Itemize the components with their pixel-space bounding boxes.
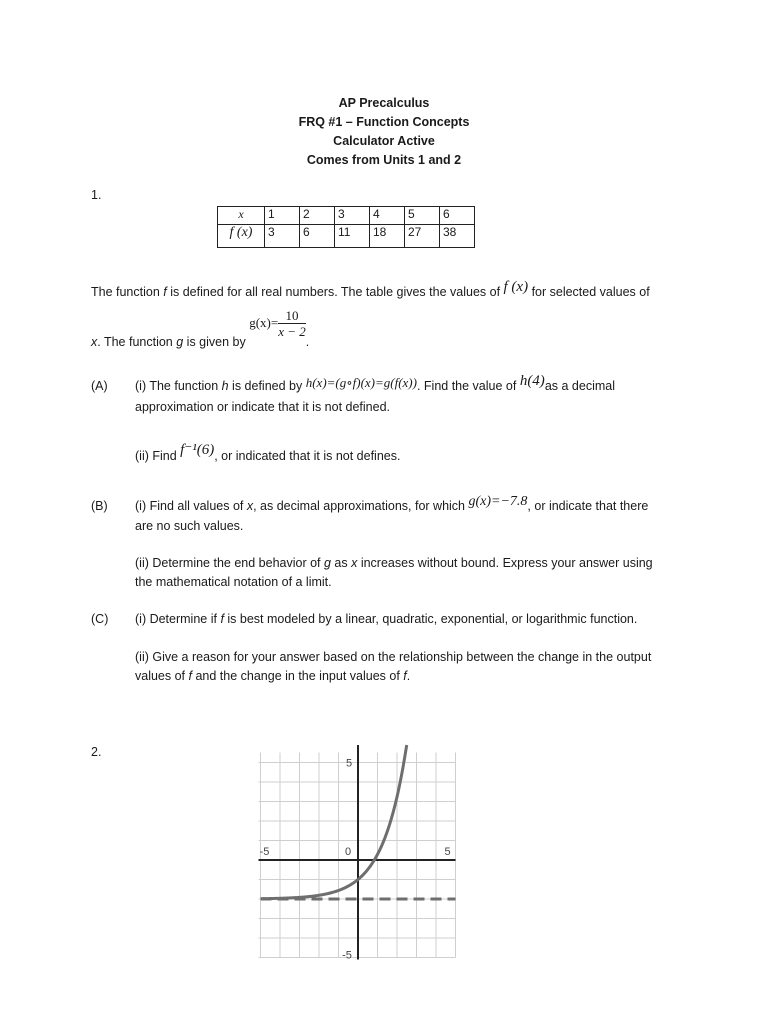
text: (i) Determine if — [135, 612, 221, 626]
table-cell: 3 — [335, 207, 370, 225]
tick-label-x-max: 5 — [444, 846, 451, 858]
exponential-graph — [255, 745, 460, 962]
g-lhs: g(x)= — [249, 314, 279, 330]
part-b-ii-line2: the mathematical notation of a limit. — [135, 575, 332, 589]
table-cell: 1 — [265, 207, 300, 225]
tick-label-origin: 0 — [344, 846, 352, 858]
text: is given by — [183, 334, 250, 349]
var-f: f — [403, 669, 407, 683]
part-b-ii — [135, 554, 653, 572]
table-cell: 4 — [370, 207, 405, 225]
var-x: x — [91, 334, 98, 349]
text: for selected values of — [528, 285, 650, 299]
tick-label-y-max: 5 — [345, 757, 353, 770]
text: , or indicate that there — [527, 499, 649, 513]
table-cell: 18 — [370, 225, 405, 248]
table-cell: 11 — [335, 225, 370, 248]
table-label-fx: f (x) — [218, 225, 265, 248]
text: is best modeled by a linear, quadratic, exponential, or logarithmic function. — [223, 612, 638, 626]
table-row-x — [218, 207, 475, 225]
part-c-i — [135, 610, 637, 628]
text: The function — [91, 285, 164, 299]
var-g: g — [176, 334, 184, 349]
frq-title: FRQ #1 – Function Concepts — [298, 115, 470, 129]
part-a-i — [135, 373, 615, 395]
text: as a decimal — [544, 379, 615, 393]
text: (ii) Find — [135, 449, 181, 463]
exponential-curve — [261, 745, 407, 899]
calculator-note: Calculator Active — [333, 134, 435, 148]
var-f: f — [220, 612, 224, 626]
text: is defined by — [228, 379, 306, 393]
part-a-ii — [135, 442, 401, 465]
part-c-ii-line1: (ii) Give a reason for your answer based on the relationship between the change in the output — [135, 650, 652, 664]
text: (ii) Determine the end behavior of — [135, 556, 324, 570]
g-fraction — [278, 308, 306, 339]
table-label-x: x — [218, 207, 265, 225]
part-b-i-line2: are no such values. — [135, 519, 244, 533]
g-denominator: x − 2 — [278, 324, 306, 339]
axes — [259, 745, 456, 960]
values-table — [217, 206, 475, 248]
math-h4: h(4) — [519, 373, 545, 389]
units-note: Comes from Units 1 and 2 — [306, 153, 462, 167]
document-header — [0, 94, 768, 170]
var-x: x — [246, 499, 254, 513]
g-definition-line — [91, 305, 310, 349]
table-cell: 2 — [300, 207, 335, 225]
part-a-i-line2: approximation or indicate that it is not defined. — [135, 400, 391, 414]
intro-sentence — [91, 279, 691, 301]
math-g-equation: g(x)=−7.8 — [468, 494, 528, 509]
table-cell: 27 — [405, 225, 440, 248]
question-2-number: 2. — [91, 745, 102, 759]
text: (i) Find all values of — [135, 499, 247, 513]
part-b-i — [135, 494, 649, 516]
text: . Find the value of — [416, 379, 520, 393]
var-g: g — [323, 556, 331, 570]
table-row-fx — [218, 225, 475, 248]
var-f: f — [163, 285, 167, 299]
text: . The function — [97, 334, 177, 349]
course-title: AP Precalculus — [338, 96, 430, 110]
tick-label-y-min: -5 — [342, 949, 352, 962]
table-cell: 6 — [440, 207, 475, 225]
part-c-label: (C) — [91, 612, 109, 626]
text: increases without bound. Express your answer using — [357, 556, 653, 570]
table-cell: 38 — [440, 225, 475, 248]
part-b-label: (B) — [91, 499, 108, 513]
text: . — [305, 334, 310, 349]
var-f: f — [188, 669, 192, 683]
tick-label-x-min: -5 — [259, 846, 270, 858]
math-h-definition: h(x)=(g∘f)(x)=g(f(x)) — [305, 375, 417, 390]
math-fx: f (x) — [503, 279, 529, 295]
var-x: x — [351, 556, 358, 570]
text: is defined for all real numbers. The table gives the values of — [166, 285, 504, 299]
text: , or indicated that it is not defines. — [214, 449, 401, 463]
part-a-label: (A) — [91, 379, 108, 393]
text: (i) The function — [135, 379, 222, 393]
table-cell: 5 — [405, 207, 440, 225]
text: and the change in the input values of — [192, 669, 404, 683]
text: as — [330, 556, 352, 570]
var-h: h — [221, 379, 229, 393]
math-f-inverse: f⁻¹(6) — [180, 442, 215, 458]
part-c-ii-line2 — [135, 667, 410, 685]
text: , as decimal approximations, for which — [253, 499, 469, 513]
table-cell: 3 — [265, 225, 300, 248]
g-numerator: 10 — [278, 308, 306, 324]
table-cell: 6 — [300, 225, 335, 248]
question-1-number: 1. — [91, 188, 102, 202]
text: values of — [135, 669, 189, 683]
text: . — [406, 669, 411, 683]
